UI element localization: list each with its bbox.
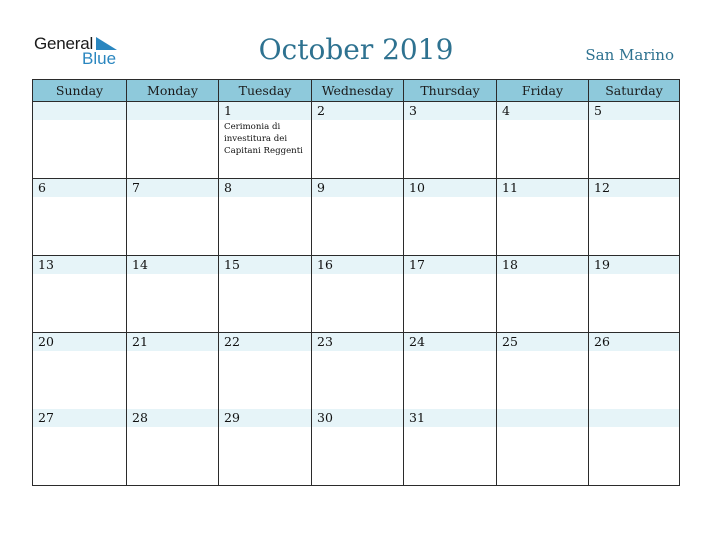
day-number: 1 [224,103,232,118]
day-cell-21 [126,333,218,409]
day-number: 18 [502,257,518,272]
day-cell-10 [403,179,496,255]
day-cell-23 [311,333,403,409]
day-cell-9 [311,179,403,255]
day-number-band [312,102,403,120]
weekday-saturday: Saturday [588,80,679,101]
day-number: 12 [594,180,610,195]
empty-day-cell [588,409,679,486]
logo-word-blue: Blue [82,49,117,68]
day-number-band [33,179,126,197]
day-cell-31 [403,409,496,486]
day-number: 8 [224,180,232,195]
empty-day-cell [33,102,126,178]
day-number: 9 [317,180,325,195]
day-number: 7 [132,180,140,195]
week-row [33,333,679,410]
week-row [33,179,679,256]
day-number: 24 [409,334,425,349]
day-cell-4 [496,102,588,178]
day-cell-6 [33,179,126,255]
weekday-header [33,80,679,102]
day-number: 6 [38,180,46,195]
day-number: 20 [38,334,54,349]
day-number: 21 [132,334,148,349]
day-cell-30 [311,409,403,486]
day-cell-25 [496,333,588,409]
day-cell-19 [588,256,679,332]
weekday-thursday: Thursday [403,80,496,101]
country-name: San Marino [585,46,674,64]
empty-day-cell [126,102,218,178]
day-cell-11 [496,179,588,255]
day-cell-15 [218,256,311,332]
day-number-band [219,179,311,197]
weekday-wednesday: Wednesday [311,80,403,101]
day-cell-1 [218,102,311,178]
logo-word-general: General [34,34,94,53]
day-number: 31 [409,410,425,425]
day-number-band [589,102,679,120]
weekday-friday: Friday [496,80,588,101]
day-cell-24 [403,333,496,409]
day-number-band [127,179,218,197]
day-cell-5 [588,102,679,178]
day-number-band [33,102,126,120]
day-number-band [497,409,588,427]
holiday-event: Cerimonia di investitura dei Capitani Reggenti [224,122,303,156]
day-cell-8 [218,179,311,255]
weekday-monday: Monday [126,80,218,101]
day-number: 2 [317,103,325,118]
day-number: 30 [317,410,333,425]
day-number: 15 [224,257,240,272]
day-number-band [404,102,496,120]
day-number: 17 [409,257,425,272]
day-number: 11 [502,180,518,195]
day-cell-22 [218,333,311,409]
day-number: 10 [409,180,425,195]
day-number: 16 [317,257,333,272]
day-number: 26 [594,334,610,349]
day-number: 22 [224,334,240,349]
day-number-band [589,409,679,427]
day-number: 29 [224,410,240,425]
day-cell-12 [588,179,679,255]
day-cell-7 [126,179,218,255]
day-number: 3 [409,103,417,118]
weekday-tuesday: Tuesday [218,80,311,101]
empty-day-cell [496,409,588,486]
day-cell-28 [126,409,218,486]
day-cell-13 [33,256,126,332]
day-cell-17 [403,256,496,332]
day-number-band [219,102,311,120]
day-number: 25 [502,334,518,349]
day-cell-14 [126,256,218,332]
day-cell-16 [311,256,403,332]
day-number: 14 [132,257,148,272]
weekday-sunday: Sunday [55,83,104,98]
day-cell-18 [496,256,588,332]
day-number: 19 [594,257,610,272]
day-number: 5 [594,103,602,118]
day-cell-29 [218,409,311,486]
week-row [33,409,679,486]
week-row [33,256,679,333]
day-cell-20 [33,333,126,409]
day-number: 28 [132,410,148,425]
day-number: 27 [38,410,54,425]
day-cell-3 [403,102,496,178]
day-cell-26 [588,333,679,409]
day-cell-27 [33,409,126,486]
day-number-band [127,102,218,120]
day-number-band [497,102,588,120]
day-number: 13 [38,257,54,272]
calendar-title: October 2019 [258,33,454,66]
day-number-band [312,179,403,197]
week-row [33,102,679,179]
day-cell-2 [311,102,403,178]
day-number: 23 [317,334,333,349]
calendar-grid [32,79,680,486]
day-number: 4 [502,103,510,118]
